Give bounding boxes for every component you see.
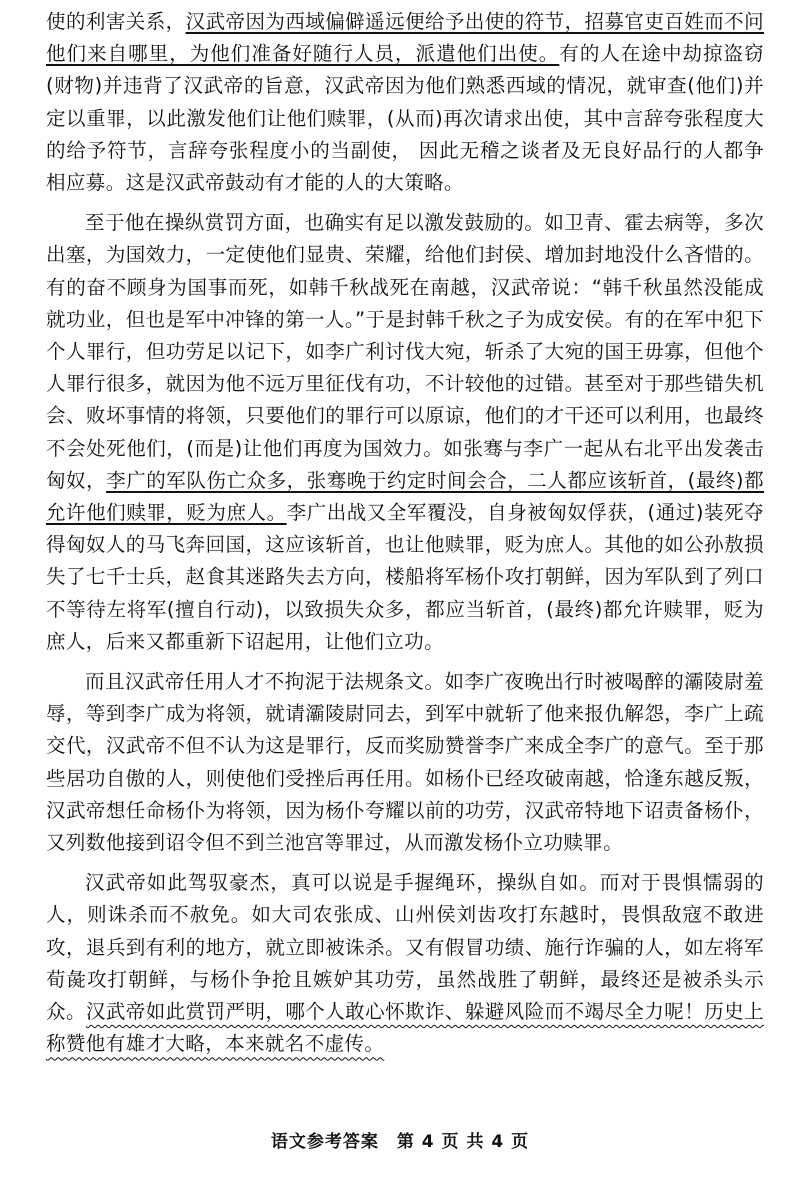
paragraph-1 <box>46 6 764 199</box>
wavy-underlined-sentence: 汉武帝如此赏罚严明，哪个人敢心怀欺诈、躲避风险而不竭尽全力呢！历史上称赞他有雄才大略，本来就名不虚传。 <box>46 1000 764 1056</box>
text-segment: 至于他在操纵赏罚方面，也确实有足以激发鼓励的。如卫青、霍去病等，多次出塞，为国效力，一定使他们显贵、荣耀，给他们封侯、增加封地没什么吝惜的。有的奋不顾身为国事而死，如韩千秋战死在南越，汉武帝说：“韩千秋虽然没能成就功业，但也是军中冲锋的第一人。”于是封韩千秋之子为成安侯。有的在军中犯下个人罪行，但功劳足以记下，如李广利讨伐大宛，斩杀了大宛的国王毋寡，但他个人罪行很多，就因为他不远万里征伐有功，不计较他的过错。甚至对于那些错失机会、败坏事情的将领，只要他们的罪行可以原谅，他们的才干还可以利用，也最终不会处死他们，(而是)让他们再度为国效力。如张骞与李广一起从右北平出发袭击匈奴， <box>46 211 764 492</box>
paragraph-3 <box>46 666 764 859</box>
underlined-sentence: 汉武帝因为西域偏僻遥远便给予出使的符节，招募官吏百姓而不问他们来自哪里，为他们准备好随行人员，派遣他们出使。 <box>46 10 764 66</box>
underlined-sentence: 李广的军队伤亡众多，张骞晚于约定时间会合，二人都应该斩首，(最终)都允许他们赎罪，贬为庶人。 <box>46 468 764 525</box>
text-segment: 使的利害关系， <box>46 10 186 33</box>
paragraph-2 <box>46 207 764 658</box>
text-segment: 汉武帝如此驾驭豪杰，真可以说是手握绳环，操纵自如。而对于畏惧懦弱的人，则诛杀而不赦免。如大司农张成、山州侯刘齿攻打东越时，畏惧敌寇不敢进攻，退兵到有利的地方，就立即被诛杀。又有假冒功绩、施行诈骗的人，如左将军荀彘攻打朝鲜，与杨仆争抢且嫉妒其功劳，虽然战胜了朝鲜，最终还是被杀头示众。 <box>46 871 764 1024</box>
paragraph-4 <box>46 867 764 1060</box>
page-footer: 语文参考答案 第 4 页 共 4 页 <box>270 1132 530 1152</box>
text-segment: 而且汉武帝任用人才不拘泥于法规条文。如李广夜晚出行时被喝醉的灞陵尉羞辱，等到李广成为将领，就请灞陵尉同去，到军中就斩了他来报仇解怨，李广上疏交代，汉武帝不但不认为这是罪行，反而奖励赞誉李广来成全李广的意气。至于那些居功自傲的人，则使他们受挫后再任用。如杨仆已经攻破南越，恰逢东越反叛，汉武帝想任命杨仆为将领，因为杨仆夸耀以前的功劳，汉武帝特地下诏责备杨仆，又列数他接到诏令但不到兰池宫等罪过，从而激发杨仆立功赎罪。 <box>46 670 764 855</box>
text-segment: 李广出战又全军覆没，自身被匈奴俘获，(通过)装死夺得匈奴人的马飞奔回国，这应该斩首，也让他赎罪，贬为庶人。其他的如公孙敖损失了七千士兵，赵食其迷路失去方向，楼船将军杨仆攻打朝鲜，因为军队到了列口不等待左将军(擅自行动)，以致损失众多，都应当斩首，(最终)都允许赎罪，贬为庶人，后来又都重新下诏起用，让他们立功。 <box>46 501 764 653</box>
document-body <box>46 6 764 1061</box>
text-segment: 有的人在途中劫掠盗窃(财物)并违背了汉武帝的旨意，汉武帝因为他们熟悉西域的情况，就审查(他们)并定以重罪，以此激发他们让他们赎罪，(从而)再次请求出使，其中言辞夸张程度大的给予符节，言辞夸张程度小的当副使， 因此无稽之谈者及无良好品行的人都争相应募。这是汉武帝鼓动有才能的人的大策略。 <box>46 42 764 195</box>
